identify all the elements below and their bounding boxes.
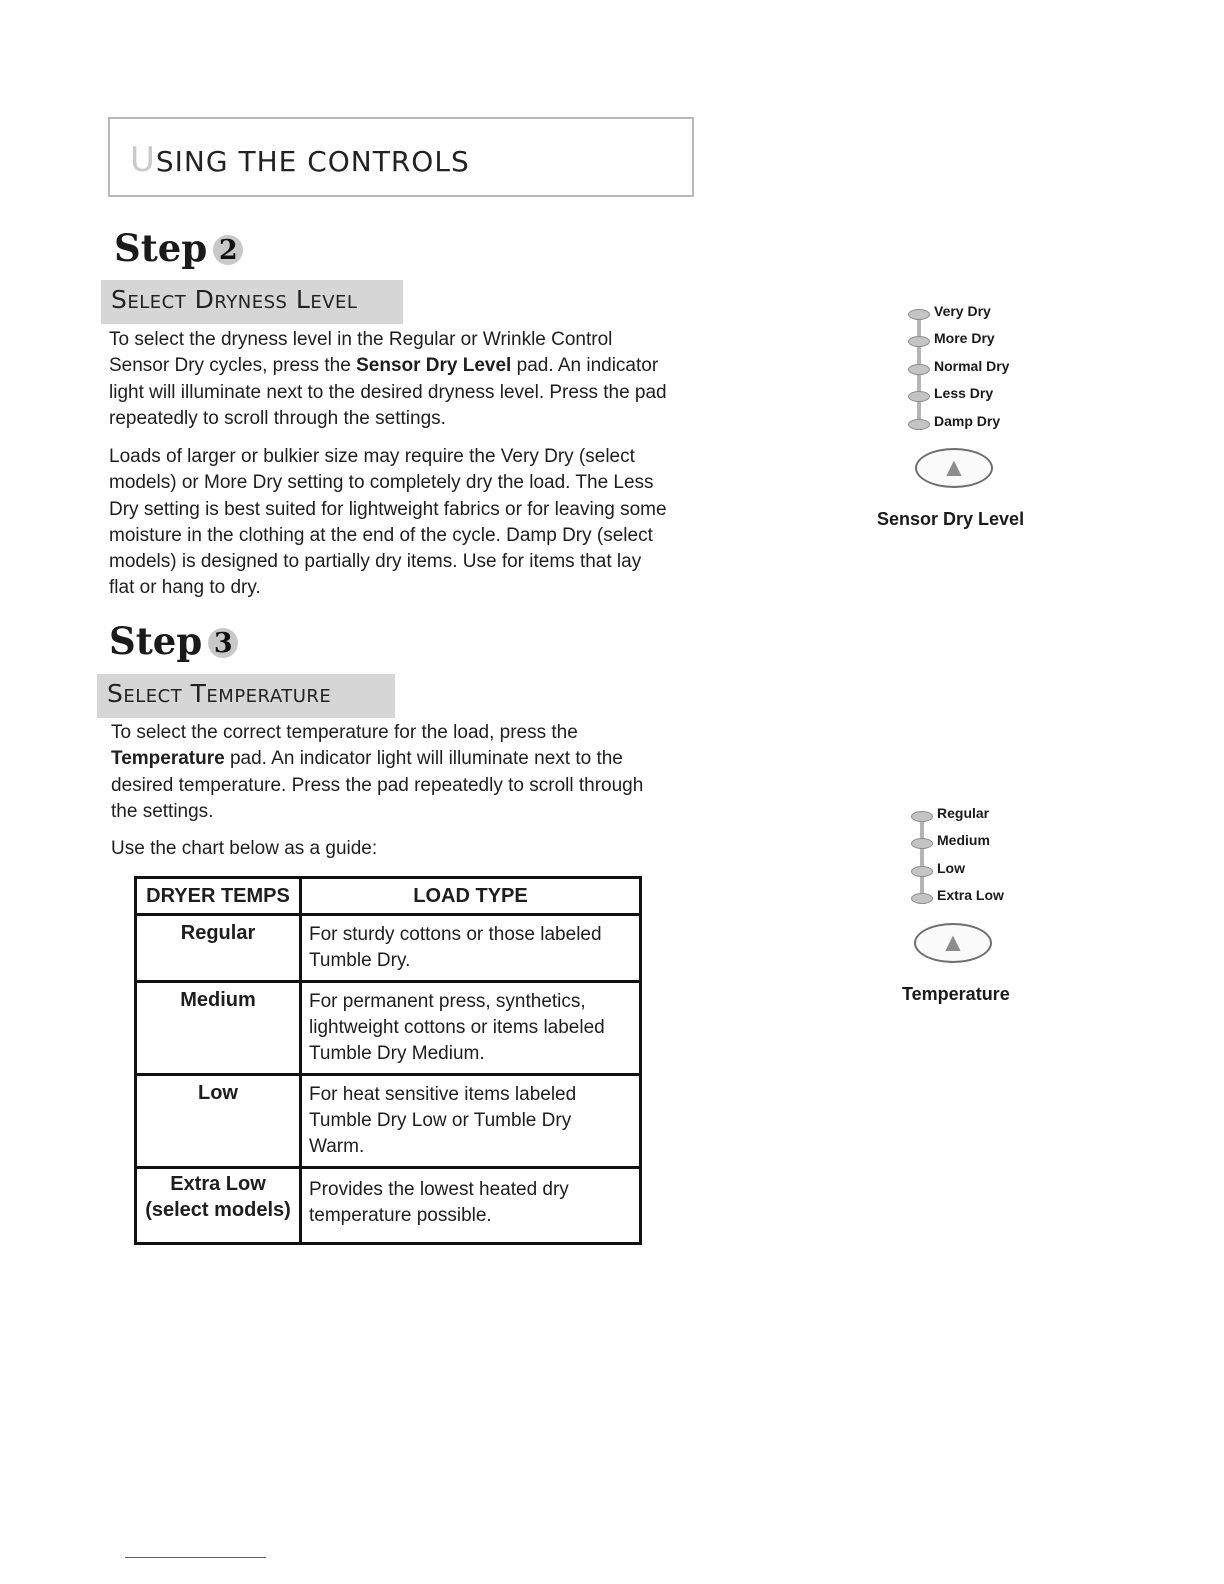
table-header-load-type: LOAD TYPE [301, 878, 641, 915]
indicator-label: Extra Low [937, 887, 1004, 904]
indicator-light-icon [908, 391, 930, 402]
indicator-row [911, 805, 1111, 832]
step2-paragraph-1 [109, 327, 669, 432]
step2-para1-text-a: To select the dryness level in the Regular or Wrinkle Control Sensor Dry cycles, press the [109, 329, 613, 377]
table-cell-load: Provides the lowest heated dry temperature possible. [301, 1168, 641, 1244]
table-cell-temp [136, 1168, 301, 1244]
indicator-row [908, 385, 1108, 412]
step3-paragraph-1 [111, 720, 651, 825]
step3-paragraph-2: Use the chart below as a guide: [111, 838, 378, 859]
step3-number-badge: 3 [208, 628, 238, 658]
indicator-light-icon [911, 866, 933, 877]
indicator-label: More Dry [934, 330, 995, 347]
indicator-row [908, 358, 1108, 385]
temperature-caption: Temperature [902, 984, 1010, 1004]
step3-para1-text-a: To select the correct temperature for the load, press the [111, 722, 578, 743]
step2-paragraph-2: Loads of larger or bulkier size may require the Very Dry (select models) or More Dry setting to completely dry the load. The Less Dry setting is best suited for lightweight fabrics or for leaving some moisture in the clothing at the end of the cycle. Damp Dry (select models) is designed to partially dry items. Use for items that lay flat or hang to dry. [109, 446, 667, 599]
step2-heading [114, 226, 243, 270]
indicator-label: Damp Dry [934, 412, 1001, 429]
step3-para1-text-b: pad. An indicator light will illuminate next to the desired temperature. Press the pad repeatedly to scroll through the settings. [111, 748, 644, 822]
table-cell-load: For heat sensitive items labeled Tumble Dry Low or Tumble Dry Warm. [301, 1075, 641, 1168]
table-header-dryer-temps: DRYER TEMPS [136, 878, 301, 915]
indicator-light-icon [911, 838, 933, 849]
indicator-light-icon [908, 419, 930, 430]
arrow-up-icon: ▲ [946, 454, 962, 479]
step3-para1-bold: Temperature [111, 748, 225, 770]
indicator-label: Very Dry [934, 303, 991, 319]
step2-section-title: Select Dryness Level [111, 285, 358, 314]
indicator-label: Medium [937, 832, 990, 849]
indicator-row [911, 832, 1111, 859]
temperature-panel [911, 805, 1111, 915]
step2-para1-bold: Sensor Dry Level [356, 355, 512, 377]
indicator-row [908, 330, 1108, 357]
table-cell-temp: Low [136, 1075, 301, 1168]
sensor-dry-level-caption: Sensor Dry Level [877, 509, 1025, 529]
indicator-label: Regular [937, 805, 990, 821]
step3-section-title: Select Temperature [107, 679, 332, 708]
table-cell-load: For permanent press, synthetics, lightweight cottons or items labeled Tumble Dry Medium. [301, 982, 641, 1075]
indicator-light-icon [908, 309, 930, 320]
section-title-rest: SING THE CONTROLS [155, 145, 470, 178]
section-title-initial: U [130, 140, 156, 180]
indicator-label: Less Dry [934, 385, 994, 402]
table-cell-temp: Regular [136, 915, 301, 982]
footer-divider [125, 1557, 266, 1558]
section-title [130, 140, 470, 180]
indicator-light-icon [908, 364, 930, 375]
step2-para1-text-b: pad. An indicator light will illuminate next to the desired dryness level. Press the pad repeatedly to scroll through the settings. [109, 355, 667, 429]
step3-section-band [97, 674, 395, 718]
indicator-light-icon [911, 893, 933, 904]
table-row [136, 1168, 641, 1244]
table-row [136, 982, 641, 1075]
indicator-label: Low [937, 859, 965, 876]
step3-heading [109, 619, 238, 663]
indicator-row [911, 887, 1111, 914]
table-row [136, 915, 641, 982]
table-cell-load: For sturdy cottons or those labeled Tumble Dry. [301, 915, 641, 982]
table-cell-temp: Medium [136, 982, 301, 1075]
indicator-light-icon [911, 811, 933, 822]
indicator-light-icon [908, 336, 930, 347]
table-row [136, 1075, 641, 1168]
step3-label: Step [109, 619, 203, 663]
step2-number-badge: 2 [213, 235, 243, 265]
indicator-row [911, 860, 1111, 887]
indicator-row [908, 303, 1108, 330]
step2-label: Step [114, 226, 208, 270]
table-cell-temp-line2: (select models) [145, 1199, 291, 1221]
table-cell-temp-line1: Extra Low [170, 1173, 266, 1195]
table-header-row [136, 878, 641, 915]
sensor-dry-level-pad-button[interactable] [915, 448, 993, 488]
step2-section-band [101, 280, 403, 324]
indicator-row [908, 413, 1108, 440]
sensor-dry-level-panel [908, 303, 1108, 440]
arrow-up-icon: ▲ [945, 929, 961, 954]
indicator-label: Normal Dry [934, 357, 1010, 374]
temperature-pad-button[interactable] [914, 923, 992, 963]
dryer-temps-table [134, 876, 642, 1245]
